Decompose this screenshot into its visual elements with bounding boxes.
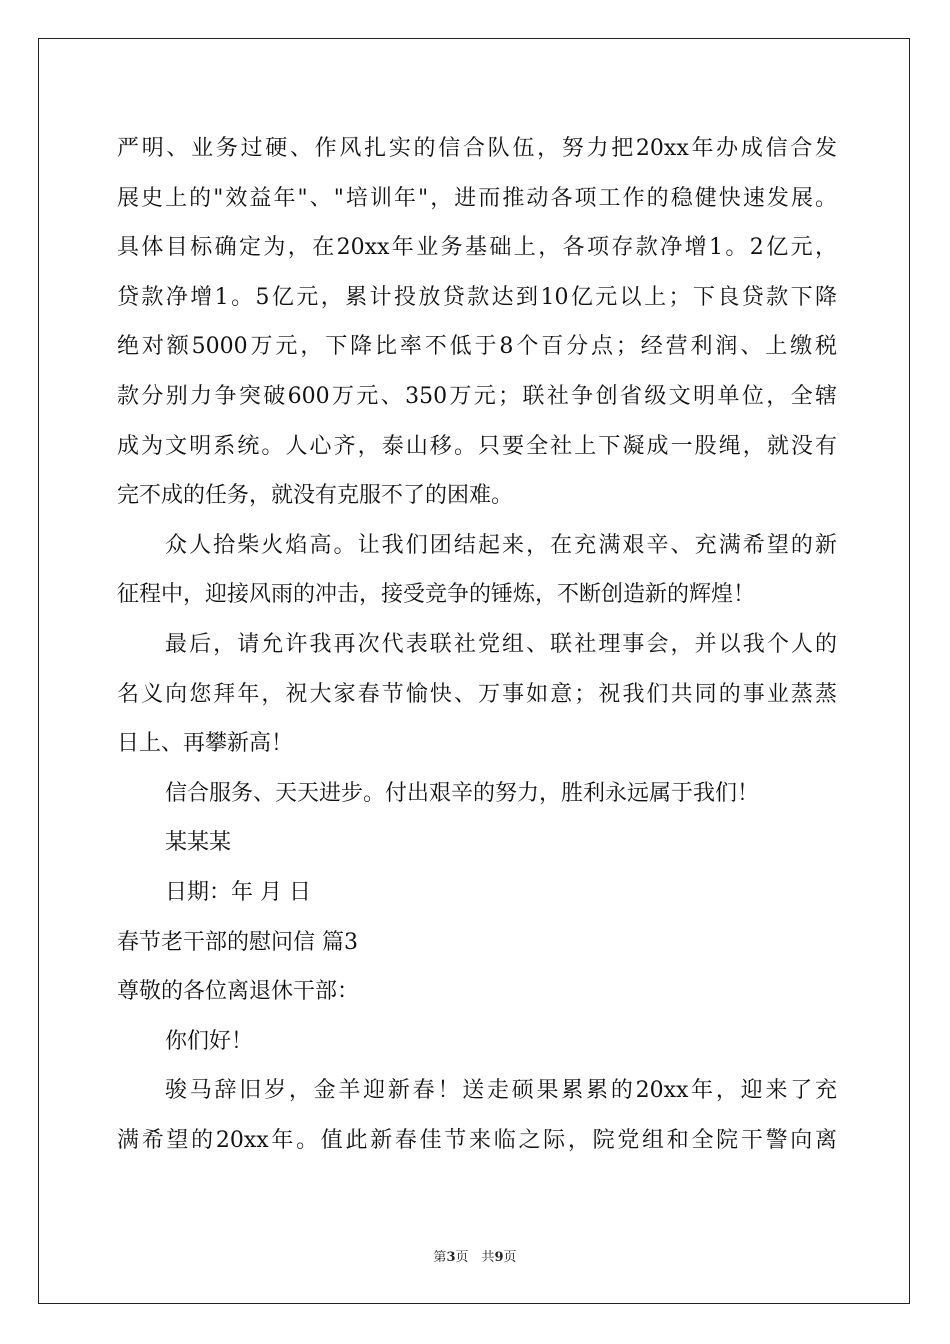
footer-page-total: 9 xyxy=(494,1250,504,1265)
page-footer xyxy=(0,1246,950,1265)
text-line: 成为文明系统。人心齐，泰山移。只要全社上下凝成一股绳，就没有 xyxy=(117,433,837,459)
section-title: 春节老干部的慰问信 篇3 xyxy=(117,929,358,955)
paragraph-greeting-wishes xyxy=(117,620,837,769)
date-line: 日期：年 月 日 xyxy=(165,879,311,905)
greeting: 你们好！ xyxy=(165,1028,254,1054)
paragraph-goals xyxy=(117,124,837,521)
text-line: 骏马辞旧岁，金羊迎新春！送走硕果累累的20xx年，迎来了充 xyxy=(165,1078,837,1104)
text-line: 完不成的任务，就没有克服不了的困难。 xyxy=(117,483,514,509)
text-line: 具体目标确定为，在20xx年业务基础上，各项存款净增1。2亿元， xyxy=(117,235,837,261)
salutation: 尊敬的各位离退休干部： xyxy=(117,979,360,1005)
paragraph-new-year xyxy=(117,1066,837,1165)
footer-page-number: 3 xyxy=(446,1250,456,1265)
text-line: 贷款净增1。5亿元，累计投放贷款达到10亿元以上；下良贷款下降 xyxy=(117,284,837,310)
text-line: 展史上的"效益年"、"培训年"，进而推动各项工作的稳健快速发展。 xyxy=(117,185,837,211)
paragraph-motto: 信合服务、天天进步。付出艰辛的努力，胜利永远属于我们！ xyxy=(165,780,760,806)
footer-page-suffix: 页 xyxy=(503,1250,517,1265)
text-line: 众人拾柴火焰高。让我们团结起来，在充满艰辛、充满希望的新 xyxy=(165,532,837,558)
text-line: 满希望的20xx年。值此新春佳节来临之际，院党组和全院干警向离 xyxy=(117,1127,837,1153)
footer-page-prefix: 第 xyxy=(433,1250,447,1265)
paragraph-unite xyxy=(117,521,837,620)
footer-page-mid: 页 共 xyxy=(455,1250,495,1265)
signature: 某某某 xyxy=(165,830,232,856)
text-line: 绝对额5000万元，下降比率不低于8个百分点；经营利润、上缴税 xyxy=(117,334,837,360)
document-body xyxy=(117,124,837,1165)
text-line: 最后，请允许我再次代表联社党组、联社理事会，并以我个人的 xyxy=(165,631,837,657)
text-line: 严明、业务过硬、作风扎实的信合队伍，努力把20xx年办成信合发 xyxy=(117,136,837,161)
text-line: 款分别力争突破600万元、350万元；联社争创省级文明单位，全辖 xyxy=(117,383,837,409)
text-line: 征程中，迎接风雨的冲击，接受竞争的锤炼，不断创造新的辉煌！ xyxy=(117,582,756,608)
text-line: 名义向您拜年，祝大家春节愉快、万事如意；祝我们共同的事业蒸蒸 xyxy=(117,681,837,707)
text-line: 日上、再攀新高！ xyxy=(117,731,294,757)
